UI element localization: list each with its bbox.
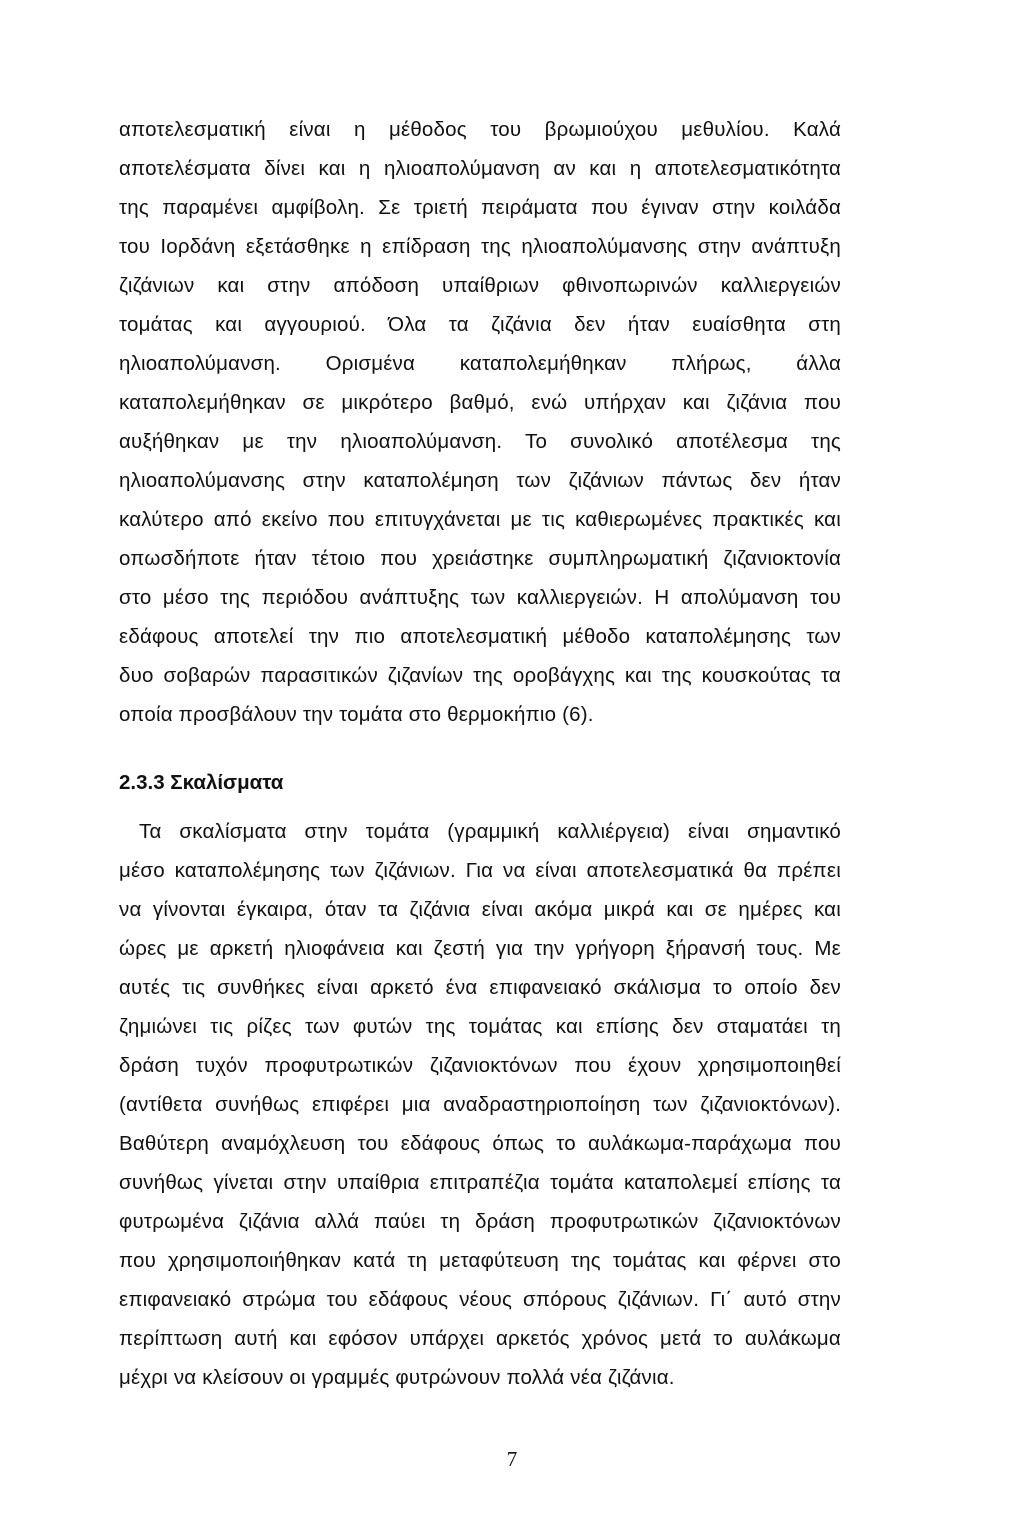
text-line: που χρησιμοποιήθηκαν κατά τη μεταφύτευση της τομάτας και φέρνει στο (119, 1249, 841, 1272)
text-line: μέσο καταπολέμησης των ζιζάνιων. Για να είναι αποτελεσματικά θα πρέπει (119, 859, 841, 882)
text-line: φυτρωμένα ζιζάνια αλλά παύει τη δράση προφυτρωτικών ζιζανιοκτόνων (119, 1210, 841, 1233)
text-line: περίπτωση αυτή και εφόσον υπάρχει αρκετός χρόνος μετά το αυλάκωμα (119, 1327, 841, 1350)
text-line: αποτελέσματα δίνει και η ηλιοαπολύμανση αν και η αποτελεσματικότητα (119, 157, 841, 180)
text-line: της παραμένει αμφίβολη. Σε τριετή πειράματα που έγιναν στην κοιλάδα (119, 196, 841, 219)
text-line: καταπολεμήθηκαν σε μικρότερο βαθμό, ενώ υπήρχαν και ζιζάνια που (119, 391, 841, 414)
text-line: οποία προσβάλουν την τομάτα στο θερμοκήπιο (6). (119, 703, 594, 726)
text-line: δράση τυχόν προφυτρωτικών ζιζανιοκτόνων που έχουν χρησιμοποιηθεί (119, 1054, 841, 1077)
text-line: αποτελεσματική είναι η μέθοδος του βρωμιούχου μεθυλίου. Καλά (119, 118, 841, 141)
text-line: εδάφους αποτελεί την πιο αποτελεσματική μέθοδο καταπολέμησης των (119, 625, 841, 648)
text-line: στο μέσο της περιόδου ανάπτυξης των καλλιεργειών. Η απολύμανση του (119, 586, 841, 609)
text-line: να γίνονται έγκαιρα, όταν τα ζιζάνια είναι ακόμα μικρά και σε ημέρες και (119, 898, 841, 921)
text-line: Βαθύτερη αναμόχλευση του εδάφους όπως το αυλάκωμα-παράχωμα που (119, 1132, 841, 1155)
text-line: οπωσδήποτε ήταν τέτοιο που χρειάστηκε συμπληρωματική ζιζανιοκτονία (119, 547, 841, 570)
text-line: επιφανειακό στρώμα του εδάφους νέους σπόρους ζιζάνιων. Γι΄ αυτό στην (119, 1288, 841, 1311)
text-line: αυξήθηκαν με την ηλιοαπολύμανση. Το συνολικό αποτέλεσμα της (119, 430, 841, 453)
text-line: μέχρι να κλείσουν οι γραμμές φυτρώνουν πολλά νέα ζιζάνια. (119, 1366, 675, 1389)
text-line: Τα σκαλίσματα στην τομάτα (γραμμική καλλιέργεια) είναι σημαντικό (139, 820, 841, 843)
section-heading: 2.3.3 Σκαλίσματα (119, 771, 284, 794)
text-line: ώρες με αρκετή ηλιοφάνεια και ζεστή για την γρήγορη ξήρανσή τους. Με (119, 937, 841, 960)
text-line: τομάτας και αγγουριού. Όλα τα ζιζάνια δεν ήταν ευαίσθητα στη (119, 313, 841, 336)
text-line: αυτές τις συνθήκες είναι αρκετό ένα επιφανειακό σκάλισμα το οποίο δεν (119, 976, 841, 999)
text-line: ζιζάνιων και στην απόδοση υπαίθριων φθινοπωρινών καλλιεργειών (119, 274, 841, 297)
text-line: ηλιοαπολύμανσης στην καταπολέμηση των ζιζάνιων πάντως δεν ήταν (119, 469, 841, 492)
text-line: (αντίθετα συνήθως επιφέρει μια αναδραστηριοποίηση των ζιζανιοκτόνων). (119, 1093, 841, 1116)
page-number: 7 (506, 1447, 518, 1471)
text-line: δυο σοβαρών παρασιτικών ζιζανίων της οροβάγχης και της κουσκούτας τα (119, 664, 841, 687)
text-line: συνήθως γίνεται στην υπαίθρια επιτραπέζια τομάτα καταπολεμεί επίσης τα (119, 1171, 841, 1194)
text-line: ηλιοαπολύμανση. Ορισμένα καταπολεμήθηκαν πλήρως, άλλα (119, 352, 841, 375)
text-line: του Ιορδάνη εξετάσθηκε η επίδραση της ηλιοαπολύμανσης στην ανάπτυξη (119, 235, 841, 258)
text-line: ζημιώνει τις ρίζες των φυτών της τομάτας και επίσης δεν σταματάει τη (119, 1015, 841, 1038)
text-line: καλύτερο από εκείνο που επιτυγχάνεται με τις καθιερωμένες πρακτικές και (119, 508, 841, 531)
